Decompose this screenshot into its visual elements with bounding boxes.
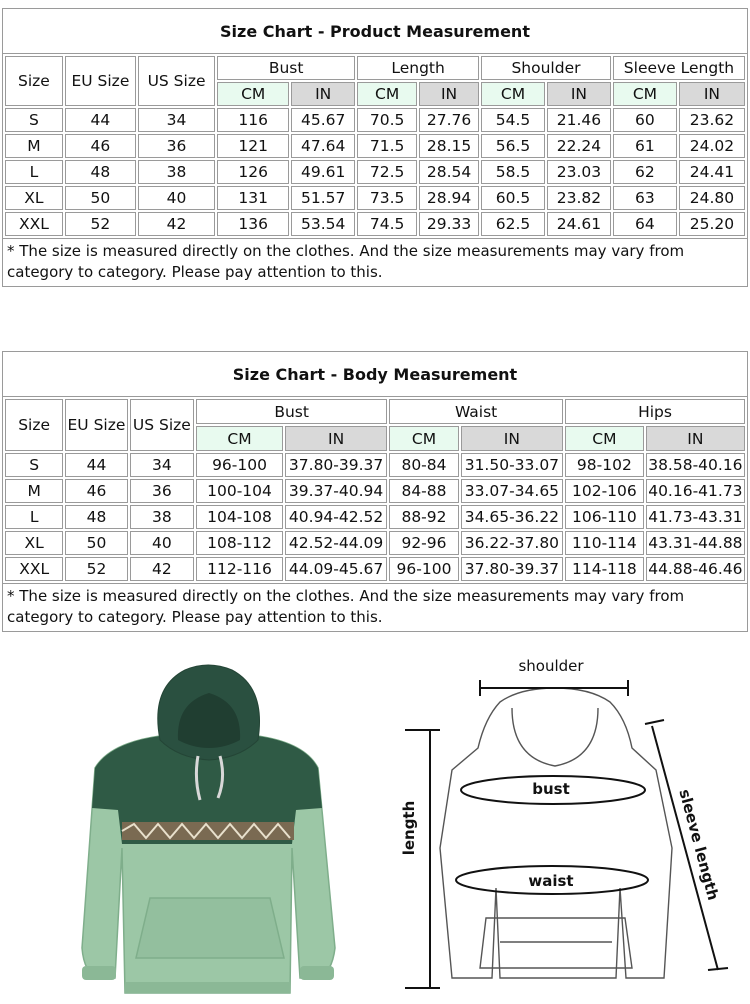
table-cell: 96-100 — [389, 557, 459, 581]
table-row — [5, 531, 745, 555]
unit-cm: CM — [196, 426, 283, 451]
table-cell: 48 — [65, 505, 127, 529]
table-cell: 40.16-41.73 — [646, 479, 745, 503]
table-cell: 92-96 — [389, 531, 459, 555]
table-cell: 96-100 — [196, 453, 283, 477]
table-cell: 31.50-33.07 — [461, 453, 563, 477]
table-cell: 39.37-40.94 — [285, 479, 387, 503]
size-cell: S — [5, 108, 63, 132]
table-cell: 27.76 — [419, 108, 479, 132]
table-cell: 36 — [138, 134, 215, 158]
table-cell: 47.64 — [291, 134, 355, 158]
table-cell: 40 — [138, 186, 215, 210]
table-cell: 136 — [217, 212, 289, 236]
table-cell: 28.94 — [419, 186, 479, 210]
product-chart-note: * The size is measured directly on the clothes. And the size measurements may vary from category to category. Please pay attention to this. — [3, 238, 747, 286]
table-cell: 45.67 — [291, 108, 355, 132]
table-cell: 37.80-39.37 — [461, 557, 563, 581]
unit-cm: CM — [565, 426, 644, 451]
table-cell: 28.15 — [419, 134, 479, 158]
table-cell: 74.5 — [357, 212, 417, 236]
table-row — [5, 108, 745, 132]
unit-cm: CM — [481, 82, 545, 106]
table-cell: 42 — [130, 557, 194, 581]
table-cell: 38 — [130, 505, 194, 529]
size-cell: M — [5, 134, 63, 158]
table-cell: 34 — [138, 108, 215, 132]
table-cell: 80-84 — [389, 453, 459, 477]
table-cell: 44 — [65, 108, 136, 132]
table-cell: 33.07-34.65 — [461, 479, 563, 503]
table-cell: 43.31-44.88 — [646, 531, 745, 555]
size-cell: S — [5, 453, 63, 477]
table-cell: 25.20 — [679, 212, 745, 236]
size-cell: XL — [5, 531, 63, 555]
table-cell: 24.41 — [679, 160, 745, 184]
size-cell: XL — [5, 186, 63, 210]
table-cell: 46 — [65, 479, 127, 503]
table-cell: 24.02 — [679, 134, 745, 158]
table-cell: 131 — [217, 186, 289, 210]
table-row — [5, 453, 745, 477]
table-cell: 52 — [65, 557, 127, 581]
table-cell: 50 — [65, 186, 136, 210]
table-cell: 60 — [613, 108, 677, 132]
table-cell: 64 — [613, 212, 677, 236]
unit-in: IN — [291, 82, 355, 106]
header-size: Size — [5, 399, 63, 451]
header-group-length: Length — [357, 56, 479, 80]
table-cell: 71.5 — [357, 134, 417, 158]
table-cell: 61 — [613, 134, 677, 158]
unit-in: IN — [461, 426, 563, 451]
table-cell: 48 — [65, 160, 136, 184]
table-row — [5, 505, 745, 529]
body-size-chart — [2, 351, 748, 632]
header-group-sleeve-length: Sleeve Length — [613, 56, 745, 80]
header-eu-size: EU Size — [65, 399, 127, 451]
table-row — [5, 212, 745, 236]
table-cell: 23.03 — [547, 160, 611, 184]
header-group-bust: Bust — [217, 56, 355, 80]
body-size-table — [3, 397, 747, 583]
table-cell: 112-116 — [196, 557, 283, 581]
table-cell: 60.5 — [481, 186, 545, 210]
table-cell: 44.88-46.46 — [646, 557, 745, 581]
size-cell: XXL — [5, 557, 63, 581]
header-eu-size: EU Size — [65, 56, 136, 106]
table-cell: 116 — [217, 108, 289, 132]
table-cell: 44.09-45.67 — [285, 557, 387, 581]
unit-in: IN — [679, 82, 745, 106]
table-cell: 73.5 — [357, 186, 417, 210]
product-size-chart — [2, 8, 748, 287]
table-cell: 52 — [65, 212, 136, 236]
table-cell: 62.5 — [481, 212, 545, 236]
header-group-shoulder: Shoulder — [481, 56, 611, 80]
body-chart-title: Size Chart - Body Measurement — [3, 352, 747, 397]
table-row — [5, 134, 745, 158]
table-cell: 38 — [138, 160, 215, 184]
sleeve-length-label: sleeve length — [675, 787, 723, 903]
hoodie-product-image — [82, 665, 335, 993]
table-cell: 29.33 — [419, 212, 479, 236]
table-cell: 41.73-43.31 — [646, 505, 745, 529]
table-row — [5, 479, 745, 503]
table-cell: 114-118 — [565, 557, 644, 581]
table-cell: 88-92 — [389, 505, 459, 529]
table-cell: 23.62 — [679, 108, 745, 132]
table-cell: 50 — [65, 531, 127, 555]
header-group-waist: Waist — [389, 399, 563, 424]
unit-in: IN — [646, 426, 745, 451]
table-cell: 56.5 — [481, 134, 545, 158]
table-cell: 121 — [217, 134, 289, 158]
header-group-bust: Bust — [196, 399, 387, 424]
table-cell: 102-106 — [565, 479, 644, 503]
table-cell: 100-104 — [196, 479, 283, 503]
unit-in: IN — [547, 82, 611, 106]
table-row — [5, 186, 745, 210]
table-cell: 40 — [130, 531, 194, 555]
unit-in: IN — [419, 82, 479, 106]
table-cell: 38.58-40.16 — [646, 453, 745, 477]
table-row — [5, 557, 745, 581]
table-cell: 34.65-36.22 — [461, 505, 563, 529]
table-cell: 106-110 — [565, 505, 644, 529]
header-group-hips: Hips — [565, 399, 745, 424]
table-cell: 22.24 — [547, 134, 611, 158]
table-cell: 70.5 — [357, 108, 417, 132]
size-cell: M — [5, 479, 63, 503]
table-cell: 53.54 — [291, 212, 355, 236]
table-cell: 84-88 — [389, 479, 459, 503]
table-cell: 110-114 — [565, 531, 644, 555]
header-us-size: US Size — [138, 56, 215, 106]
table-cell: 104-108 — [196, 505, 283, 529]
table-cell: 37.80-39.37 — [285, 453, 387, 477]
table-cell: 108-112 — [196, 531, 283, 555]
table-cell: 62 — [613, 160, 677, 184]
body-chart-note: * The size is measured directly on the clothes. And the size measurements may vary from category to category. Please pay attention to this. — [3, 583, 747, 631]
table-cell: 36 — [130, 479, 194, 503]
unit-cm: CM — [217, 82, 289, 106]
unit-cm: CM — [389, 426, 459, 451]
bust-label: bust — [532, 780, 570, 798]
table-cell: 36.22-37.80 — [461, 531, 563, 555]
table-cell: 46 — [65, 134, 136, 158]
table-cell: 24.80 — [679, 186, 745, 210]
table-cell: 40.94-42.52 — [285, 505, 387, 529]
table-cell: 21.46 — [547, 108, 611, 132]
table-cell: 72.5 — [357, 160, 417, 184]
size-cell: XXL — [5, 212, 63, 236]
table-cell: 58.5 — [481, 160, 545, 184]
measurement-diagram — [440, 688, 672, 978]
table-cell: 126 — [217, 160, 289, 184]
table-cell: 44 — [65, 453, 127, 477]
shoulder-label: shoulder — [518, 657, 584, 675]
table-cell: 24.61 — [547, 212, 611, 236]
table-cell: 54.5 — [481, 108, 545, 132]
table-cell: 34 — [130, 453, 194, 477]
waist-label: waist — [528, 872, 574, 890]
table-cell: 23.82 — [547, 186, 611, 210]
product-images — [0, 648, 750, 1000]
table-cell: 98-102 — [565, 453, 644, 477]
table-cell: 28.54 — [419, 160, 479, 184]
unit-cm: CM — [613, 82, 677, 106]
images-svg — [0, 648, 750, 1000]
header-size: Size — [5, 56, 63, 106]
size-cell: L — [5, 505, 63, 529]
unit-in: IN — [285, 426, 387, 451]
unit-cm: CM — [357, 82, 417, 106]
product-chart-title: Size Chart - Product Measurement — [3, 9, 747, 54]
product-size-table — [3, 54, 747, 238]
table-cell: 63 — [613, 186, 677, 210]
length-label: length — [400, 800, 418, 856]
table-cell: 49.61 — [291, 160, 355, 184]
table-row — [5, 160, 745, 184]
table-cell: 51.57 — [291, 186, 355, 210]
size-cell: L — [5, 160, 63, 184]
table-cell: 42.52-44.09 — [285, 531, 387, 555]
table-cell: 42 — [138, 212, 215, 236]
diagram-hoodie-outline — [440, 688, 672, 978]
header-us-size: US Size — [130, 399, 194, 451]
